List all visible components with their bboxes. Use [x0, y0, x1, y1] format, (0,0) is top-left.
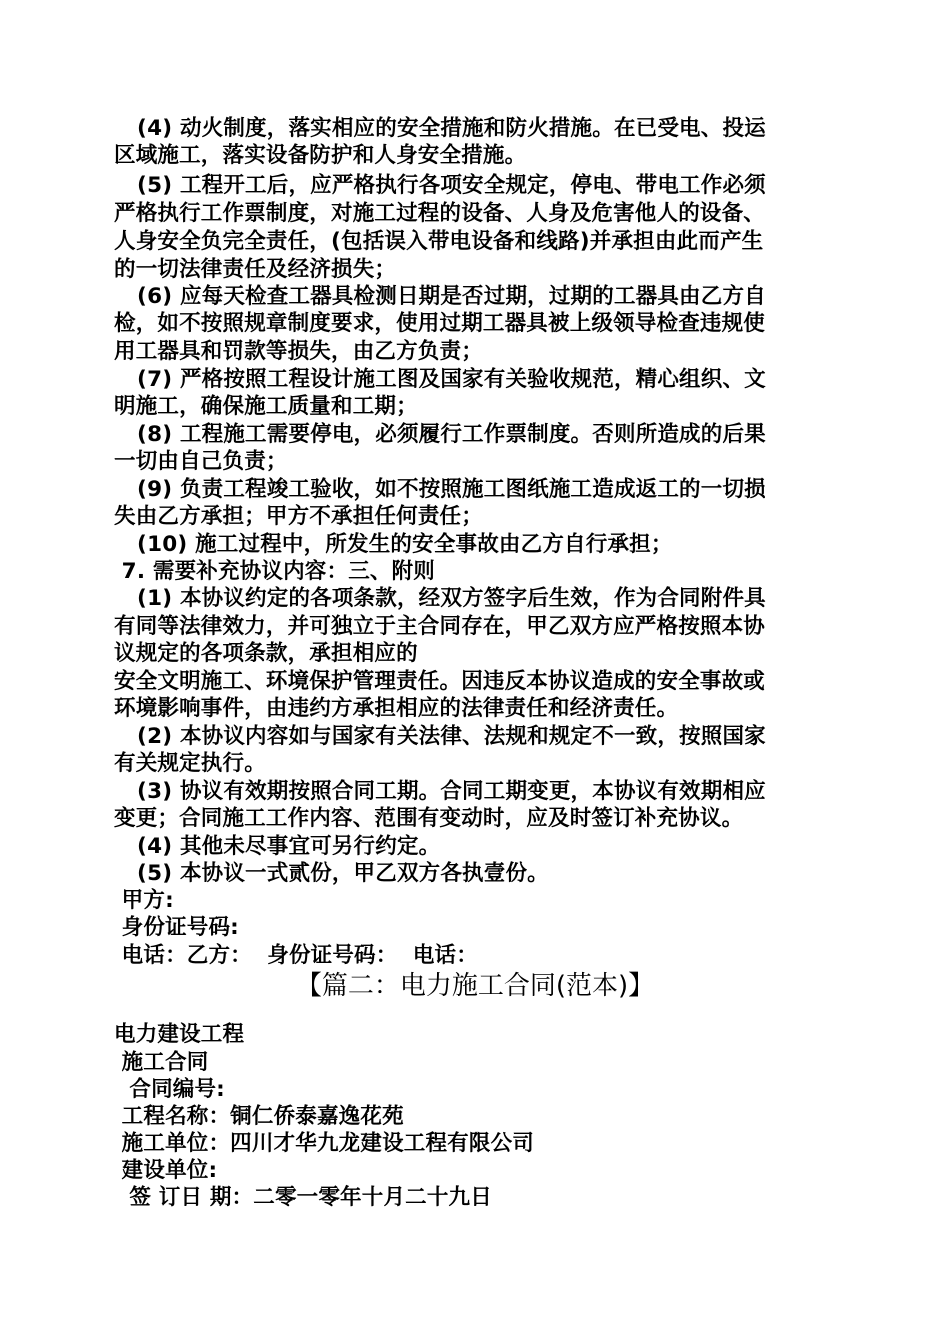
clause-6-line-2: 检，如不按照规章制度要求，使用过期工器具被上级领导检查违规使 — [114, 311, 766, 336]
clause-5-line-4: 的一切法律责任及经济损失； — [114, 257, 397, 282]
party-a-label: 甲方: — [114, 888, 174, 913]
annex-1-line-1: (1) 本协议约定的各项条款，经双方签字后生效，作为合同附件具 — [114, 586, 766, 611]
clause-6-line-3: 用工器具和罚款等损失，由乙方负责； — [114, 339, 483, 364]
construction-unit-line: 施工单位：四川才华九龙建设工程有限公司 — [114, 1131, 534, 1156]
clause-7-line-2: 明施工，确保施工质量和工期； — [114, 394, 418, 419]
annex-1-line-4: 安全文明施工、环境保护管理责任。因违反本协议造成的安全事故或 — [114, 669, 766, 694]
clause-9-line-1: (9) 负责工程竣工验收，如不按照施工图纸施工造成返工的一切损 — [114, 477, 766, 502]
annex-1-line-5: 环境影响事件，由违约方承担相应的法律责任和经济责任。 — [114, 696, 679, 721]
clause-9-line-2: 失由乙方承担；甲方不承担任何责任； — [114, 504, 483, 529]
contract-title: 施工合同 — [114, 1050, 209, 1075]
clause-4-line-1: (4) 动火制度，落实相应的安全措施和防火措施。在已受电、投运 — [114, 116, 766, 141]
clause-6-line-1: (6) 应每天检查工器具检测日期是否过期，过期的工器具由乙方自 — [114, 284, 766, 309]
contract-project-type: 电力建设工程 — [114, 1022, 245, 1047]
clause-7-line-1: (7) 严格按照工程设计施工图及国家有关验收规范，精心组织、文 — [114, 367, 766, 392]
annex-5-line-1: (5) 本协议一式贰份，甲乙双方各执壹份。 — [114, 861, 549, 886]
client-unit-line: 建设单位: — [114, 1158, 218, 1183]
supplement-heading: 7. 需要补充协议内容：三、附则 — [114, 559, 435, 584]
clause-8-line-1: (8) 工程施工需要停电，必须履行工作票制度。否则所造成的后果 — [114, 422, 766, 447]
clause-5-line-3: 人身安全负完全责任，(包括误入带电设备和线路)并承担由此而产生 — [114, 229, 764, 254]
project-name-line: 工程名称：铜仁侨泰嘉逸花苑 — [114, 1104, 404, 1129]
annex-4-line-1: (4) 其他未尽事宜可另行约定。 — [114, 834, 441, 859]
clause-5-line-2: 严格执行工作票制度，对施工过程的设备、人身及危害他人的设备、 — [114, 201, 766, 226]
clause-4-line-2: 区域施工，落实设备防护和人身安全措施。 — [114, 143, 527, 168]
phone-party-b-line: 电话：乙方： 身份证号码： 电话： — [114, 943, 478, 968]
clause-10-line-1: (10) 施工过程中，所发生的安全事故由乙方自行承担； — [114, 532, 673, 557]
signing-date-line: 签 订日 期：二零一零年十月二十九日 — [114, 1185, 492, 1210]
clause-5-line-1: (5) 工程开工后，应严格执行各项安全规定，停电、带电工作必须 — [114, 173, 766, 198]
contract-number-label: 合同编号: — [114, 1077, 225, 1102]
annex-1-line-3: 议规定的各项条款，承担相应的 — [114, 641, 418, 666]
annex-2-line-1: (2) 本协议内容如与国家有关法律、法规和规定不一致，按照国家 — [114, 724, 766, 749]
annex-3-line-1: (3) 协议有效期按照合同工期。合同工期变更，本协议有效期相应 — [114, 779, 766, 804]
annex-3-line-2: 变更；合同施工工作内容、范围有变动时，应及时签订补充协议。 — [114, 806, 744, 831]
id-number-label: 身份证号码: — [114, 915, 239, 940]
annex-1-line-2: 有同等法律效力，并可独立于主合同存在，甲乙双方应严格按照本协 — [114, 614, 766, 639]
clause-8-line-2: 一切由自己负责； — [114, 449, 288, 474]
annex-2-line-2: 有关规定执行。 — [114, 751, 266, 776]
section-title: 【篇二：电力施工合同(范本)】 — [295, 971, 655, 1001]
